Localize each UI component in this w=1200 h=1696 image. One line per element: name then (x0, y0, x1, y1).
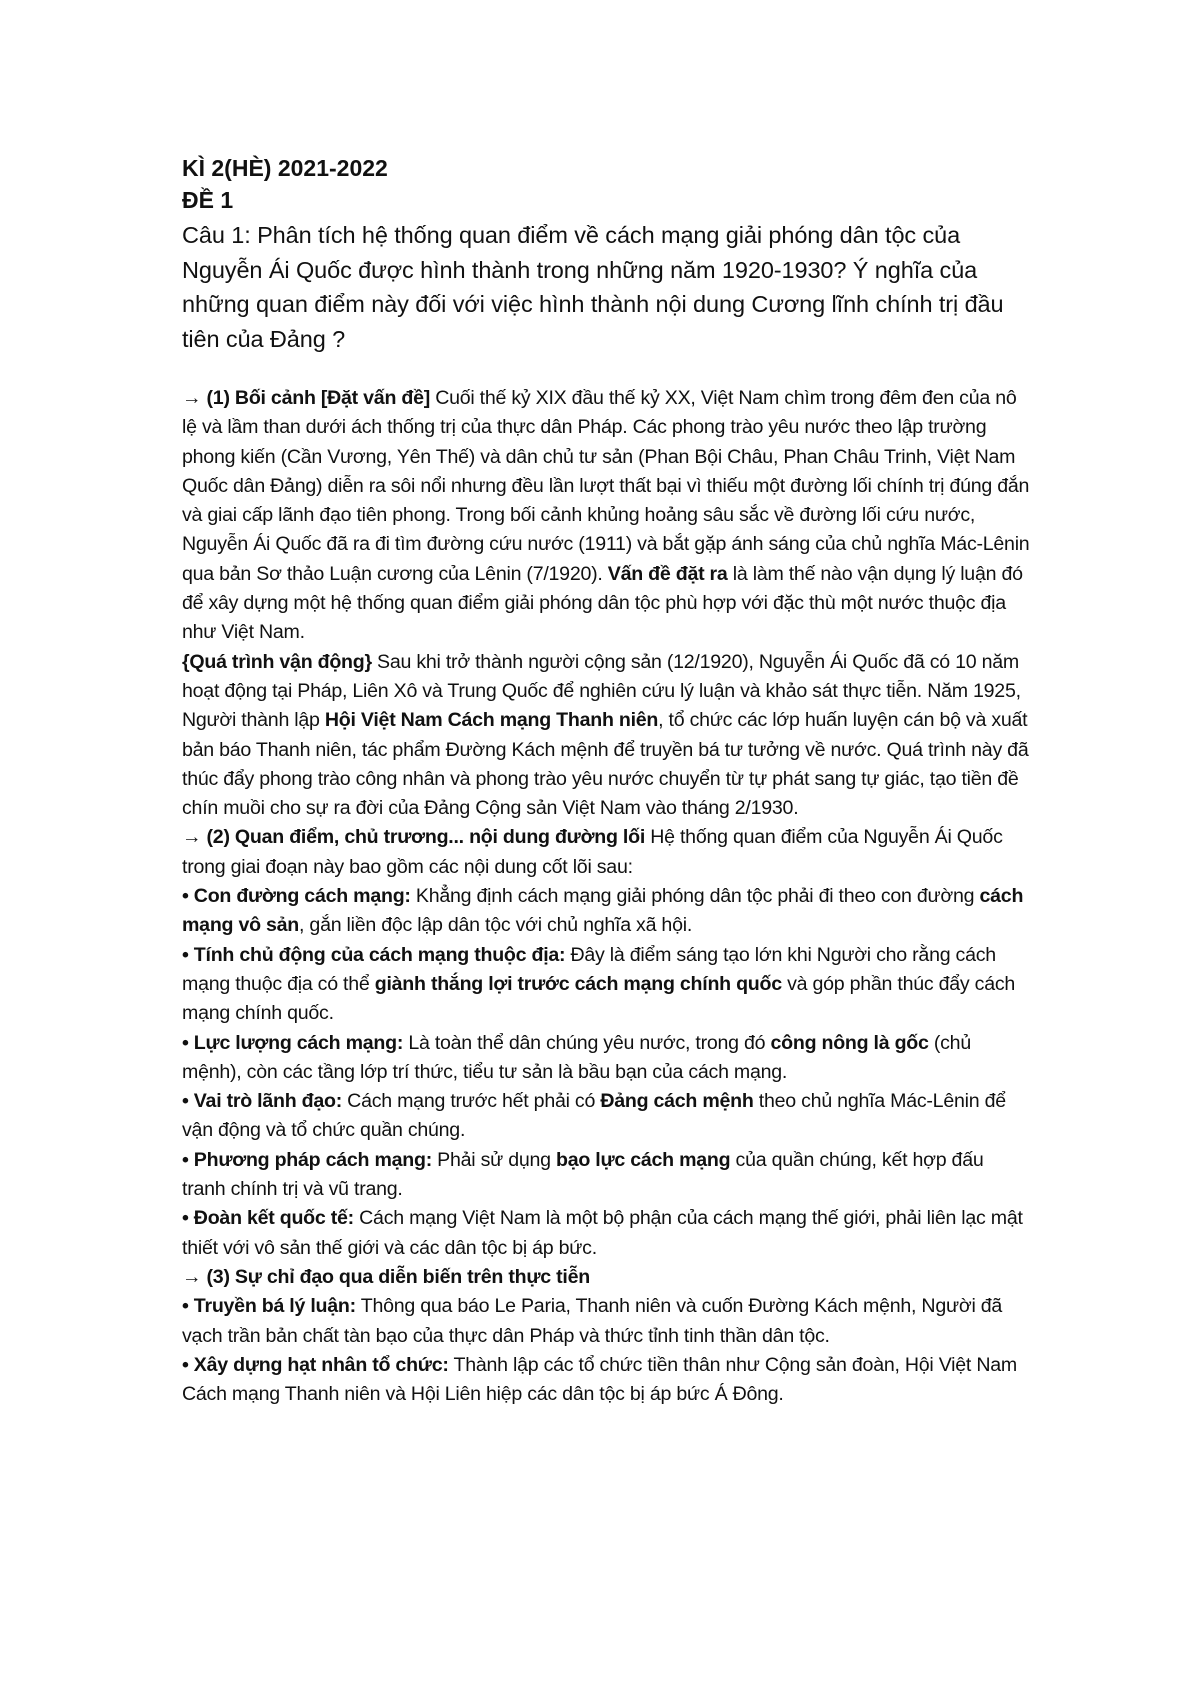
paragraph-text: Thông qua báo Le Paria, Thanh niên và cuốn Đường Kách mệnh, Người đã vạch trần bản chất tàn bạo của thực dân Pháp và thức tỉnh tinh thần dân tộc. (182, 1295, 1003, 1347)
paragraph-bullet-solidarity (182, 1204, 1032, 1263)
paragraph-text: Cuối thế kỷ XIX đầu thế kỷ XX, Việt Nam chìm trong đêm đen của nô lệ và lầm than dưới ách thống trị của thực dân Pháp. Các phong trào yêu nước theo lập trường phong kiến (Cần Vương, Yên Thế) và dân chủ tư sản (Phan Bội Châu, Phan Châu Trinh, Việt Nam Quốc dân Đảng) diễn ra sôi nổi nhưng đều lần lượt thất bại vì thiếu một đường lối chính trị đúng đắn và giai cấp lãnh đạo tiên phong. Trong bối cảnh khủng hoảng sâu sắc về đường lối cứu nước, Nguyễn Ái Quốc đã ra đi tìm đường cứu nước (1911) và bắt gặp ánh sáng của chủ nghĩa Mác-Lênin qua bản Sơ thảo Luận cương của Lênin (7/1920). (182, 387, 1030, 585)
bold-text: → (2) Quan điểm, chủ trương... nội dung đường lối (182, 826, 646, 849)
bold-text: • Tính chủ động của cách mạng thuộc địa: (182, 943, 566, 966)
bold-text: • Phương pháp cách mạng: (182, 1148, 432, 1171)
bold-text: giành thắng lợi trước cách mạng chính quốc (374, 972, 782, 995)
bold-text: • Vai trò lãnh đạo: (182, 1090, 342, 1113)
term-heading: KÌ 2(HÈ) 2021-2022 (182, 155, 388, 181)
paragraph-text: , gắn liền độc lập dân tộc với chủ nghĩa xã hội. (299, 914, 693, 937)
bold-text: • Con đường cách mạng: (182, 885, 411, 908)
bold-text: • Đoàn kết quốc tế: (182, 1207, 354, 1230)
bold-text: cách mạng vô sản (182, 885, 1024, 937)
bold-text: • Truyền bá lý luận: (182, 1295, 356, 1318)
bold-text: Đảng cách mệnh (600, 1090, 754, 1113)
paragraph-text: của quần chúng, kết hợp đấu tranh chính trị và vũ trang. (182, 1148, 984, 1201)
bold-text: {Quá trình vận động} (182, 650, 372, 673)
paragraph-text: Thành lập các tổ chức tiền thân như Cộng sản đoàn, Hội Việt Nam Cách mạng Thanh niên và Hội Liên hiệp các dân tộc bị áp bức Á Đông. (182, 1353, 1017, 1406)
bold-text: Vấn đề đặt ra (607, 562, 728, 585)
paragraph-bullet-path (182, 882, 1032, 941)
paragraph-text: Sau khi trở thành người cộng sản (12/1920), Nguyễn Ái Quốc đã có 10 năm hoạt động tại Pháp, Liên Xô và Trung Quốc để nghiên cứu lý luận và khảo sát thực tiễn. Năm 1925, Người thành lập (182, 650, 1021, 732)
paragraph-bullet-initiative (182, 941, 1032, 1029)
paragraph-text: Khẳng định cách mạng giải phóng dân tộc phải đi theo con đường (410, 885, 980, 908)
paragraph-text: Là toàn thể dân chúng yêu nước, trong đó (403, 1031, 771, 1054)
paragraph-direction (182, 1263, 1032, 1292)
bold-text: • Xây dựng hạt nhân tổ chức: (182, 1353, 449, 1376)
bold-text: công nông là gốc (770, 1031, 929, 1054)
bold-text: → (1) Bối cảnh [Đặt vấn đề] (182, 387, 430, 409)
paragraph-bullet-organization (182, 1351, 1032, 1410)
paragraph-bullet-leadership (182, 1087, 1032, 1146)
paragraph-text: Phải sử dụng (431, 1148, 556, 1171)
question-text: Câu 1: Phân tích hệ thống quan điểm về cách mạng giải phóng dân tộc của Nguyễn Ái Quốc được hình thành trong những năm 1920-1930? Ý nghĩa của những quan điểm này đối với việc hình thành nội dung Cương lĩnh chính trị đầu tiên của Đảng ? (182, 222, 1004, 352)
document-page (182, 152, 1032, 1409)
bold-text: Hội Việt Nam Cách mạng Thanh niên (324, 709, 659, 732)
paragraph-text: (chủ mệnh), còn các tầng lớp trí thức, tiểu tư sản là bầu bạn của cách mạng. (182, 1031, 971, 1083)
paragraph-text: , tổ chức các lớp huấn luyện cán bộ và xuất bản báo Thanh niên, tác phẩm Đường Kách mệnh để truyền bá tư tưởng về nước. Quá trình này đã thúc đẩy phong trào công nhân và phong trào yêu nước chuyển từ tự phát sang tự giác, tạo tiền đề chín muồi cho sự ra đời của Đảng Cộng sản Việt Nam vào tháng 2/1930. (182, 709, 1029, 820)
bold-text: → (3) Sự chỉ đạo qua diễn biến trên thực tiễn (182, 1265, 590, 1288)
paragraph-bullet-forces (182, 1029, 1032, 1088)
paragraph-text: là làm thế nào vận dụng lý luận đó để xây dựng một hệ thống quan điểm giải phóng dân tộc phù hợp với đặc thù một nước thuộc địa như Việt Nam. (182, 562, 1023, 644)
paragraph-bullet-theory (182, 1292, 1032, 1351)
paragraph-text: Hệ thống quan điểm của Nguyễn Ái Quốc trong giai đoạn này bao gồm các nội dung cốt lõi sau: (182, 826, 1003, 878)
paragraph-process (182, 648, 1032, 824)
answer-body (182, 384, 1032, 1409)
paragraph-text: Cách mạng Việt Nam là một bộ phận của cách mạng thế giới, phải liên lạc mật thiết với vô sản thế giới và các dân tộc bị áp bức. (182, 1207, 1023, 1259)
paragraph-text: theo chủ nghĩa Mác-Lênin để vận động và tổ chức quần chúng. (182, 1090, 1006, 1142)
paragraph-text: Cách mạng trước hết phải có (341, 1090, 601, 1113)
paragraph-bullet-method (182, 1146, 1032, 1205)
exam-heading: ĐỀ 1 (182, 187, 234, 213)
paragraph-text: Đây là điểm sáng tạo lớn khi Người cho rằng cách mạng thuộc địa có thể (182, 943, 996, 995)
paragraph-text: và góp phần thúc đẩy cách mạng chính quốc. (182, 972, 1016, 1025)
bold-text: bạo lực cách mạng (555, 1148, 731, 1171)
paragraph-viewpoints (182, 823, 1032, 882)
paragraph-context (182, 384, 1032, 648)
bold-text: • Lực lượng cách mạng: (182, 1031, 404, 1054)
